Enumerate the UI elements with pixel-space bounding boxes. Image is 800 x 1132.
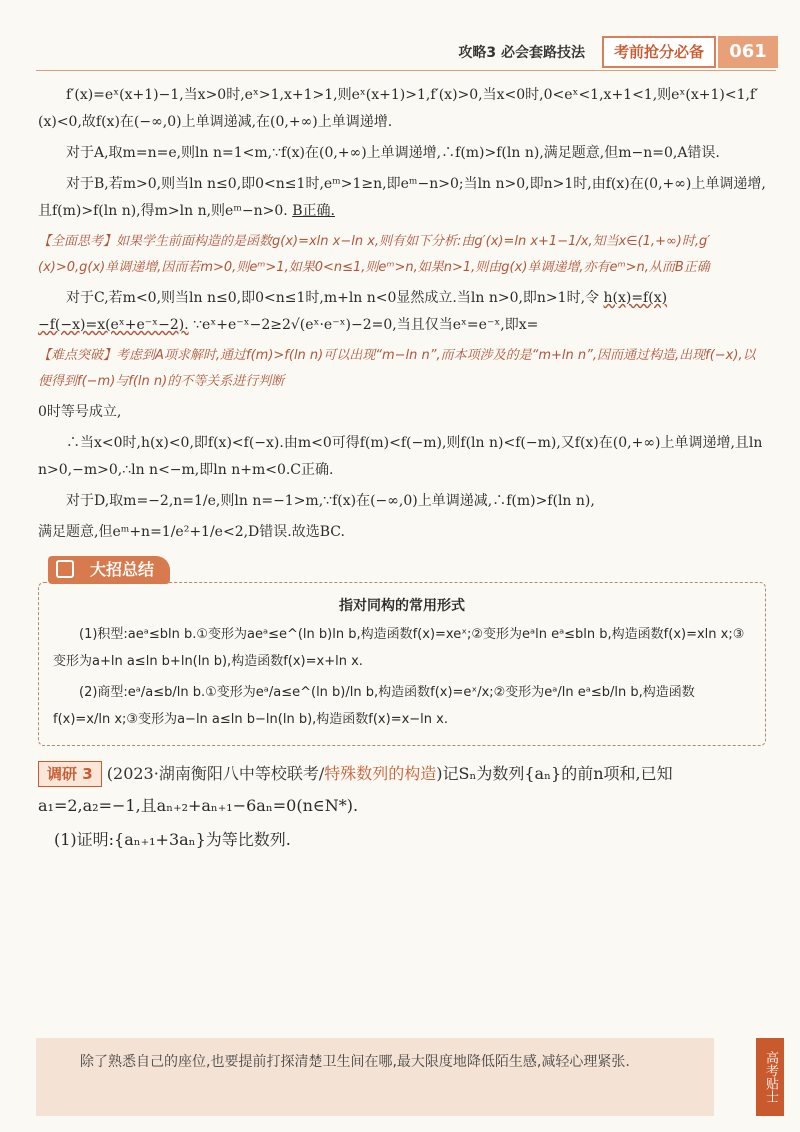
- note-difficulty-breakthrough: 【难点突破】考虑到A项求解时,通过f(m)>f(ln n)可以出现“m−ln n”,而本项涉及的是“m+ln n”,因而通过构造,出现f(−x),以便得到f(−m)与f(ln n)的不等关系进行判断: [38, 348, 756, 389]
- summary-product-form: (1)积型:aeᵃ≤bln b.①变形为aeᵃ≤e^(ln b)ln b,构造函数f(x)=xeˣ;②变形为eᵃln eᵃ≤bln b,构造函数f(x)=xln x;③变形为a+ln a≤ln b+ln(ln b),构造函数f(x)=x+ln x.: [53, 627, 745, 669]
- summary-badge: 大招总结: [48, 556, 170, 584]
- question-stem: 记Sₙ为数列{aₙ}的前n项和,已知a₁=2,a₂=−1,且aₙ₊₂+aₙ₊₁−6aₙ=0(n∈N*).: [38, 764, 673, 815]
- answer-b: B正确.: [292, 203, 335, 219]
- summary-heading: 指对同构的常用形式: [339, 598, 465, 614]
- summary-box: [38, 582, 766, 746]
- question-part-1: (1)证明:{aₙ₊₁+3aₙ}为等比数列.: [54, 830, 291, 849]
- footer-tip: 除了熟悉自己的座位,也要提前打探清楚卫生间在哪,最大限度地降低陌生感,减轻心理紧张.: [80, 1054, 630, 1070]
- side-tab: 高考贴士: [756, 1038, 784, 1116]
- page-number: 061: [718, 36, 778, 68]
- paragraph-derivative: f′(x)=eˣ(x+1)−1,当x>0时,eˣ>1,x+1>1,则eˣ(x+1)>1,f′(x)>0,当x<0时,0<eˣ<1,x+1<1,则eˣ(x+1)<1,f′(x)<0,故f(x)在(−∞,0)上单调递减,在(0,+∞)上单调递增.: [38, 87, 759, 130]
- h-function-definition: h(x)=f(x)−f(−x)=x(eˣ+e⁻ˣ−2).: [38, 290, 668, 333]
- page-header: [0, 34, 800, 68]
- paragraph-option-c-cont: 0时等号成立,: [38, 404, 122, 420]
- page-content: [38, 82, 766, 856]
- paragraph-option-c: 对于C,若m<0,则当ln n≤0,即0<n≤1时,m+ln n<0显然成立.当ln n>0,即n>1时,令 h(x)=f(x)−f(−x)=x(eˣ+e⁻ˣ−2). ∵eˣ+e⁻ˣ−2≥2√(eˣ·e⁻ˣ)−2=0,当且仅当eˣ=e⁻ˣ,即x=: [38, 290, 668, 333]
- paragraph-final-answer: 满足题意,但eᵐ+n=1/e²+1/e<2,D错误.故选BC.: [38, 524, 345, 540]
- paragraph-option-d: 对于D,取m=−2,n=1/e,则ln n=−1>m,∵f(x)在(−∞,0)上单调递减,∴f(m)>f(ln n),: [66, 493, 595, 509]
- question-source: (2023·湖南衡阳八中等校联考/特殊数列的构造): [106, 764, 443, 783]
- summary-header: [38, 556, 766, 586]
- note-comprehensive-thinking: 【全面思考】如果学生前面构造的是函数g(x)=xln x−ln x,则有如下分析:由g′(x)=ln x+1−1/x,知当x∈(1,+∞)时,g′(x)>0,g(x)单调递增,因而若m>0,则eᵐ>1,如果0<n≤1,则eᵐ>n,如果n>1,则由g(x)单调递增,亦有eᵐ>n,从而B正确: [38, 234, 711, 275]
- header-divider: [36, 70, 776, 71]
- chapter-title: 攻略3 必会套路技法: [458, 45, 585, 61]
- question-block: [38, 758, 766, 822]
- edit-icon: [56, 560, 74, 578]
- section-tag: 考前抢分必备: [602, 36, 716, 68]
- question-badge: 调研 3: [38, 761, 102, 787]
- summary-quotient-form: (2)商型:eᵃ/a≤b/ln b.①变形为eᵃ/a≤e^(ln b)/ln b,构造函数f(x)=eˣ/x;②变形为eᵃ/ln eᵃ≤b/ln b,构造函数f(x)=x/ln x;③变形为a−ln a≤ln b−ln(ln b),构造函数f(x)=x−ln x.: [53, 685, 695, 727]
- paragraph-option-a: 对于A,取m=n=e,则ln n=1<m,∵f(x)在(0,+∞)上单调递增,∴f(m)>f(ln n),满足题意,但m−n=0,A错误.: [66, 145, 720, 161]
- paragraph-option-c-conclusion: ∴当x<0时,h(x)<0,即f(x)<f(−x).由m<0可得f(m)<f(−m),则f(ln n)<f(−m),又f(x)在(0,+∞)上单调递增,且ln n>0,−m>0,∴ln n<−m,即ln n+m<0.C正确.: [38, 435, 763, 478]
- paragraph-option-b: 对于B,若m>0,则当ln n≤0,即0<n≤1时,eᵐ>1≥n,即eᵐ−n>0;当ln n>0,即n>1时,由f(x)在(0,+∞)上单调递增,且f(m)>f(ln n),得m>ln n,则eᵐ−n>0. B正确.: [38, 176, 766, 219]
